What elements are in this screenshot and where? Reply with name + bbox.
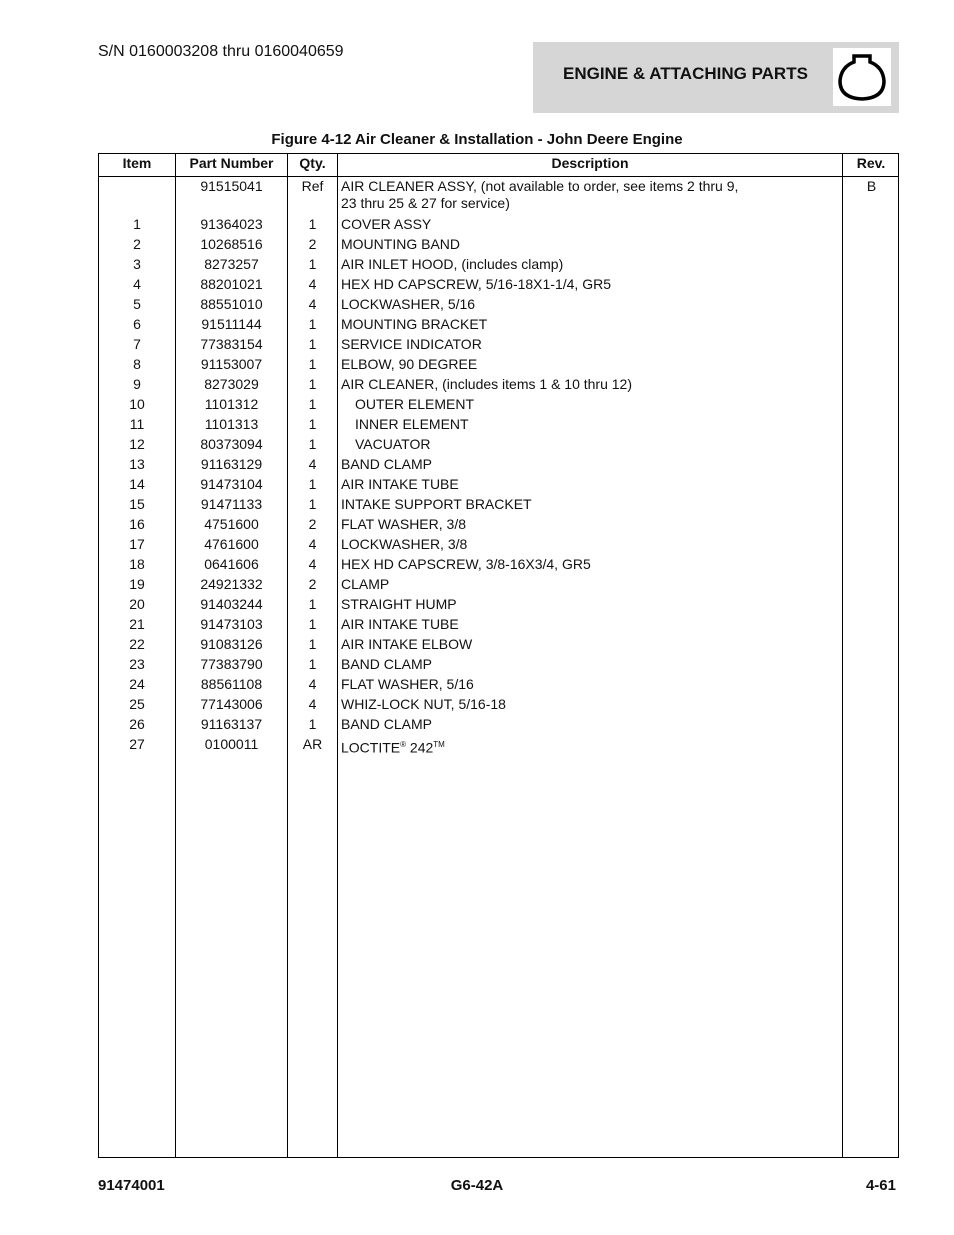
- description-text: HEX HD CAPSCREW, 3/8-16X3/4, GR5: [341, 556, 591, 572]
- cell-item: 7: [133, 336, 141, 352]
- registered-mark: ®: [400, 740, 407, 749]
- table-row: [99, 415, 898, 435]
- description-text-line2: 23 thru 25 & 27 for service): [341, 195, 510, 211]
- cell-qty: 4: [308, 696, 317, 712]
- cell-item: 6: [133, 316, 141, 332]
- cell-item: 24: [129, 676, 145, 692]
- parts-table: [98, 153, 899, 1158]
- cell-description: [341, 376, 781, 393]
- cell-description: [341, 276, 781, 293]
- table-row: [99, 555, 898, 575]
- col-header-description: Description: [551, 155, 629, 171]
- cell-qty: 1: [308, 636, 317, 652]
- description-text: BAND CLAMP: [341, 716, 433, 732]
- table-row: [99, 255, 898, 275]
- cell-part-number: 91511144: [201, 316, 262, 332]
- cell-part-number: 4761600: [204, 536, 259, 552]
- cell-description: [341, 716, 781, 733]
- cell-qty: 4: [308, 456, 317, 472]
- description-text: MOUNTING BAND: [341, 236, 460, 252]
- cell-item: 20: [129, 596, 145, 612]
- cell-qty: 1: [308, 496, 317, 512]
- trademark-mark: TM: [433, 740, 445, 749]
- cell-rev: B: [866, 178, 877, 194]
- table-row: [99, 335, 898, 355]
- description-text: COVER ASSY: [341, 216, 432, 232]
- cell-qty: 1: [308, 356, 317, 372]
- cell-part-number: 24921332: [200, 576, 263, 592]
- cell-part-number: 91364023: [200, 216, 263, 232]
- description-text: INTAKE SUPPORT BRACKET: [341, 496, 532, 512]
- cell-part-number: 91083126: [200, 636, 263, 652]
- description-text: MOUNTING BRACKET: [341, 316, 488, 332]
- cell-description: [341, 396, 795, 413]
- cell-description: [341, 636, 781, 653]
- cell-qty: 1: [308, 476, 317, 492]
- cell-description: [341, 536, 781, 553]
- cell-qty: 2: [308, 236, 317, 252]
- cell-part-number: 0100011: [204, 736, 259, 752]
- table-row: [99, 315, 898, 335]
- description-text: HEX HD CAPSCREW, 5/16-18X1-1/4, GR5: [341, 276, 611, 292]
- cell-description: [341, 576, 781, 593]
- cell-part-number: 8273029: [204, 376, 259, 392]
- cell-part-number: 10268516: [200, 236, 263, 252]
- cell-part-number: 77383790: [200, 656, 263, 672]
- cell-part-number: 91153007: [200, 356, 263, 372]
- col-header-rev: Rev.: [856, 155, 886, 171]
- cell-item: 15: [129, 496, 145, 512]
- cell-item: 26: [129, 716, 145, 732]
- cell-part-number: 91471133: [200, 496, 263, 512]
- cell-description: [341, 436, 795, 453]
- col-header-qty: Qty.: [299, 155, 326, 171]
- table-row: [99, 515, 898, 535]
- cell-description: [341, 556, 781, 573]
- cell-qty: 1: [308, 716, 317, 732]
- cell-item: 5: [133, 296, 141, 312]
- table-row: [99, 595, 898, 615]
- cell-part-number: 91515041: [200, 178, 263, 194]
- cell-description: [341, 456, 781, 473]
- description-text: AIR INLET HOOD, (includes clamp): [341, 256, 564, 272]
- table-row: [99, 355, 898, 375]
- cell-part-number: 91473104: [200, 476, 263, 492]
- cell-qty: 4: [308, 276, 317, 292]
- cell-item: 2: [133, 236, 141, 252]
- cell-item: 17: [129, 536, 145, 552]
- description-text: VACUATOR: [355, 436, 431, 452]
- table-row: [99, 295, 898, 315]
- cell-description: [341, 216, 781, 233]
- cell-qty: 1: [308, 436, 317, 452]
- cell-item: 9: [133, 376, 141, 392]
- cell-part-number: 91163137: [200, 716, 263, 732]
- cell-description: [341, 236, 781, 253]
- cell-qty: 1: [308, 416, 317, 432]
- cell-qty: 1: [308, 256, 317, 272]
- table-row: [99, 495, 898, 515]
- description-text: SERVICE INDICATOR: [341, 336, 482, 352]
- serial-range: S/N 0160003208 thru 0160040659: [98, 43, 344, 60]
- description-text: BAND CLAMP: [341, 456, 433, 472]
- cell-item: 10: [129, 396, 145, 412]
- cell-qty: 2: [308, 576, 317, 592]
- cell-description: [341, 736, 781, 757]
- cell-qty: 4: [308, 536, 317, 552]
- cell-qty: 1: [308, 336, 317, 352]
- description-text: AIR CLEANER ASSY, (not available to order, see items 2 thru 9,: [341, 178, 739, 194]
- cell-description: [341, 516, 781, 533]
- cell-qty: 1: [308, 596, 317, 612]
- section-title: ENGINE & ATTACHING PARTS: [563, 64, 808, 83]
- table-row: [99, 695, 898, 715]
- table-row: [99, 715, 898, 735]
- description-suffix: 242: [406, 739, 434, 756]
- cell-qty: 1: [308, 376, 317, 392]
- cell-qty: 1: [308, 396, 317, 412]
- cell-description: [341, 356, 781, 373]
- table-row: [99, 735, 898, 755]
- cell-description: [341, 616, 781, 633]
- cell-item: 18: [129, 556, 145, 572]
- cell-qty: 4: [308, 296, 317, 312]
- cell-part-number: 8273257: [204, 256, 259, 272]
- cell-qty: 2: [308, 516, 317, 532]
- cell-description: [341, 476, 781, 493]
- table-row: [99, 455, 898, 475]
- table-row: [99, 475, 898, 495]
- cell-part-number: 91163129: [200, 456, 263, 472]
- cell-item: 19: [129, 576, 145, 592]
- table-row: [99, 235, 898, 255]
- table-row: [99, 177, 898, 215]
- cell-item: 23: [129, 656, 145, 672]
- cell-part-number: 1101313: [204, 416, 259, 432]
- footer-page-number: 4-61: [865, 1177, 896, 1194]
- col-header-item: Item: [122, 155, 152, 171]
- description-text: FLAT WASHER, 5/16: [341, 676, 474, 692]
- table-row: [99, 635, 898, 655]
- cell-qty: 4: [308, 676, 317, 692]
- cell-part-number: 1101312: [204, 396, 259, 412]
- cell-item: 25: [129, 696, 145, 712]
- description-text: BAND CLAMP: [341, 656, 433, 672]
- cell-item: 27: [129, 736, 145, 752]
- table-row: [99, 215, 898, 235]
- table-body: [99, 177, 898, 755]
- description-text: CLAMP: [341, 576, 390, 592]
- cell-part-number: 88551010: [200, 296, 263, 312]
- table-row: [99, 575, 898, 595]
- cell-description: [341, 656, 781, 673]
- description-text: INNER ELEMENT: [355, 416, 469, 432]
- table-row: [99, 535, 898, 555]
- description-text: LOCKWASHER, 5/16: [341, 296, 476, 312]
- cell-item: 3: [133, 256, 141, 272]
- footer-model: G6-42A: [450, 1177, 504, 1194]
- cell-qty: 1: [308, 616, 317, 632]
- cell-description: [341, 316, 781, 333]
- cell-description: [341, 416, 795, 433]
- cell-description: [341, 676, 781, 693]
- description-text: AIR INTAKE ELBOW: [341, 636, 473, 652]
- cell-item: 16: [129, 516, 145, 532]
- table-row: [99, 375, 898, 395]
- cell-qty: 1: [308, 656, 317, 672]
- cell-description: [341, 696, 781, 713]
- cell-qty: 1: [308, 316, 317, 332]
- description-text: WHIZ-LOCK NUT, 5/16-18: [341, 696, 506, 712]
- cell-description: [341, 336, 781, 353]
- cell-part-number: 91403244: [200, 596, 263, 612]
- cell-part-number: 77143006: [200, 696, 263, 712]
- description-text: AIR INTAKE TUBE: [341, 476, 459, 492]
- description-text: AIR INTAKE TUBE: [341, 616, 459, 632]
- description-text: OUTER ELEMENT: [355, 396, 475, 412]
- cell-description: [341, 496, 781, 513]
- description-text: LOCTITE: [341, 739, 401, 756]
- table-row: [99, 275, 898, 295]
- cell-description: [341, 296, 781, 313]
- cell-part-number: 0641606: [204, 556, 259, 572]
- description-text: STRAIGHT HUMP: [341, 596, 457, 612]
- table-row: [99, 395, 898, 415]
- table-row: [99, 435, 898, 455]
- cell-qty: Ref: [301, 178, 324, 194]
- footer-doc-number: 91474001: [98, 1177, 165, 1194]
- cell-part-number: 88201021: [200, 276, 263, 292]
- section-banner: [533, 42, 899, 113]
- cell-item: 14: [129, 476, 145, 492]
- cell-qty: 1: [308, 216, 317, 232]
- cell-item: 12: [129, 436, 145, 452]
- cell-part-number: 80373094: [200, 436, 263, 452]
- cell-item: 8: [133, 356, 141, 372]
- cell-part-number: 91473103: [200, 616, 263, 632]
- cell-item: 11: [129, 416, 145, 432]
- figure-title: Figure 4-12 Air Cleaner & Installation - John Deere Engine: [271, 131, 683, 148]
- table-row: [99, 675, 898, 695]
- table-row: [99, 615, 898, 635]
- cell-part-number: 88561108: [200, 676, 263, 692]
- table-row: [99, 655, 898, 675]
- cell-item: 21: [129, 616, 145, 632]
- description-text: LOCKWASHER, 3/8: [341, 536, 468, 552]
- cell-part-number: 4751600: [204, 516, 259, 532]
- cell-item: 22: [129, 636, 145, 652]
- description-text: ELBOW, 90 DEGREE: [341, 356, 478, 372]
- cell-qty: 4: [308, 556, 317, 572]
- cell-item: 4: [133, 276, 141, 292]
- engine-icon: [833, 48, 891, 106]
- cell-description: [341, 256, 781, 273]
- cell-qty: AR: [302, 736, 323, 752]
- cell-item: 13: [129, 456, 145, 472]
- cell-description: [341, 596, 781, 613]
- description-text: FLAT WASHER, 3/8: [341, 516, 466, 532]
- cell-description: [341, 178, 781, 212]
- description-text: AIR CLEANER, (includes items 1 & 10 thru 12): [341, 376, 633, 392]
- cell-part-number: 77383154: [200, 336, 263, 352]
- cell-item: 1: [133, 216, 141, 232]
- col-header-part-number: Part Number: [189, 155, 274, 171]
